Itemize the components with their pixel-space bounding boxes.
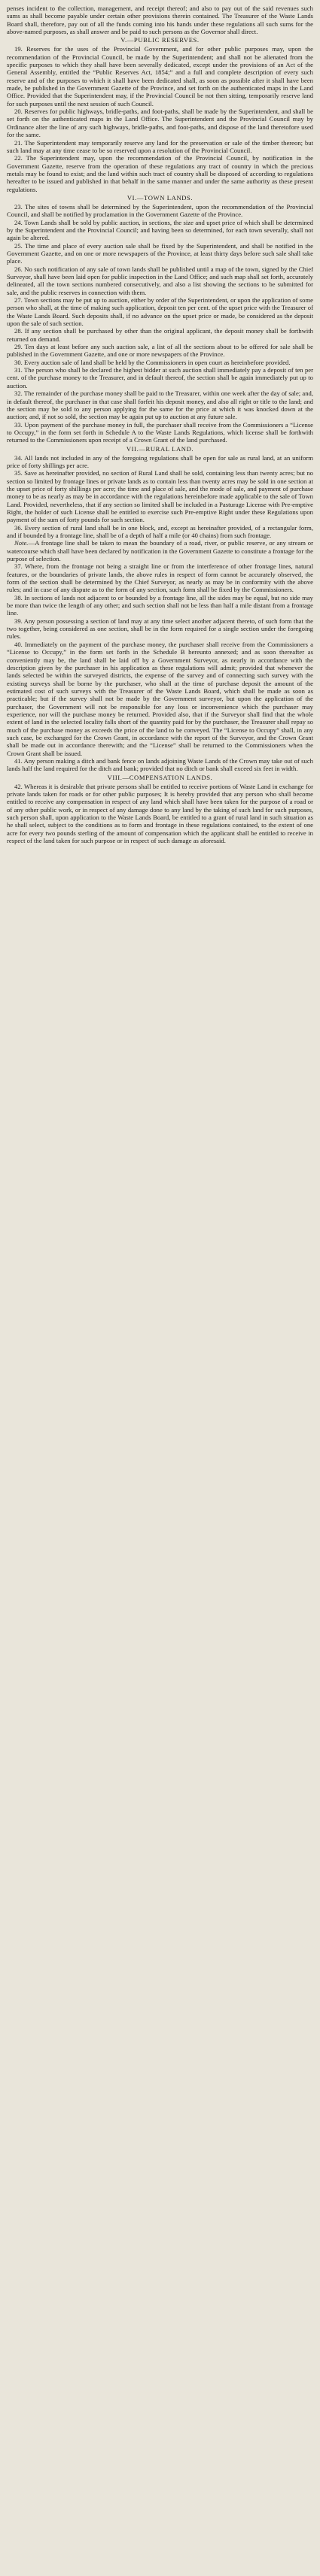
section-heading: VII.—RURAL LAND. bbox=[126, 444, 194, 453]
regulation-paragraph: 34. All lands not included in any of the foregoing regulations shall be open for sale as rural land, at an uniform price of forty shillings per acre. bbox=[7, 453, 313, 469]
regulation-paragraph: 42. Whereas it is desirable that private persons shall be entitled to receive portions of Waste Land in exchange for private lands taken for roads or for other public purposes; It is hereby provided that any person who shall become entitled to receive any compensation in respect of any land which shall have been taken for the purpose of a road or of any other public work, or in respect of any damage done to any land by the taking of such land for such purposes, such person shall, upon application to the Waste Lands Board, be entitled to a grant of rural land in such situation as he shall select, subject to the conditions as to form and frontage in these regulations contained, to the extent of one acre for every two pounds sterling of the amount of compensation which the applicant shall be entitled to receive in respect of the land taken for such purpose or in respect of such damage as aforesaid. bbox=[7, 782, 313, 845]
regulation-paragraph: 25. The time and place of every auction sale shall be fixed by the Superintendent, and shall be notified in the Government Gazette, and on one or more newspapers of the Province, at least thirty days before such sale shall take place. bbox=[7, 241, 313, 265]
regulation-paragraph: 37. Where, from the frontage not being a straight line or from the interference of other frontage lines, natural features, or the boundaries of private lands, the above rules in respect of form cannot be accurately observed, the form of the section shall be determined by the Chief Surveyor, as nearly as may be in conformity with the above rules; and in case of any dispute as to the form of any section, such form shall be fixed by the Commissioners. bbox=[7, 562, 313, 594]
regulation-paragraph: 24. Town Lands shall be sold by public auction, in sections, the size and upset price of which shall be determined by the Superintendent and the Provincial Council; and having been so determined, for each town severally, shall not again be altered. bbox=[7, 218, 313, 242]
regulation-paragraph: 20. Reserves for public highways, bridle-paths, and foot-paths, shall be made by the Superintendent, and shall be set forth on the authenticated maps in the Land Office. The Superintendent and the Provincial Council may by Ordinance alter the line of any such highways, bridle-paths, and foot-paths, and dispose of the land theretofore used for the same. bbox=[7, 108, 313, 139]
regulation-paragraph: 33. Upon payment of the purchase money in full, the purchaser shall receive from the Commissioners a “License to Occupy,” in the form set forth in Schedule A to the Waste Lands Regulations, which license shall be forthwith returned to the Commissioners upon receipt of a Crown Grant of the land purchased. bbox=[7, 420, 313, 444]
section-heading: VIII.—COMPENSATION LANDS. bbox=[107, 773, 213, 781]
section-heading: VI.—TOWN LANDS. bbox=[126, 193, 194, 202]
regulation-paragraph: 35. Save as hereinafter provided, no section of Rural Land shall be sold, containing less than twenty acres; but no section so limited by frontage lines or private lands as to contain less than twenty acres may be sold in one section at the upset price of forty shillings per acre; the time and place of sale, and the mode of sale, and payment of purchase money to be as nearly as may be in accordance with the regulations hereinbefore made applicable to the sale of Town Land. Provided, nevertheless, that if any section so limited shall be included in a Pasturage License with Pre-emptive Right, the holder of such License shall be entitled to exercise such Pre-emptive Right under these Regulations upon payment of the sum of forty pounds for such section. bbox=[7, 469, 313, 524]
regulation-paragraph bbox=[7, 539, 313, 562]
regulation-paragraph: 41. Any person making a ditch and bank fence on lands adjoining Waste Lands of the Crown may take out of such lands half the land required for the ditch and bank; provided that no ditch or bank shall exceed six feet in width. bbox=[7, 756, 313, 773]
regulation-paragraph: 31. The person who shall be declared the highest bidder at such auction shall immediately pay a deposit of ten per cent. of the purchase money to the Treasurer, and in default thereof, the section shall be again immediately put up to auction. bbox=[7, 366, 313, 389]
note-label: Note. bbox=[14, 539, 29, 547]
regulation-paragraph: 19. Reserves for the uses of the Provincial Government, and for other public purposes may, upon the recommendation of the Provincial Council, be made by the Superintendent; and shall not be alienated from the specific purposes to which they shall have been severally dedicated, except under the provisions of an Act of the General Assembly, entitled the “Public Reserves Act, 1854;” and a full and complete description of every such reserve and of the purposes to which it shall have been dedicated shall, as soon as possible after it shall have been made, be published in the Government Gazette of the Province, and set forth on the authenticated maps in the Land Office. Provided that the Superintendent may, if the Provincial Council be not then sitting, temporarily reserve land for such purposes until the next session of such Council. bbox=[7, 45, 313, 108]
regulation-paragraph: 28. If any section shall be purchased by other than the original applicant, the deposit money shall be forthwith returned on demand. bbox=[7, 327, 313, 343]
regulation-paragraph: 40. Immediately on the payment of the purchase money, the purchaser shall receive from the Commissioners a “License to Occupy,” in the form set forth in the Schedule B hereunto annexed; and as soon thereafter as conveniently may be, the land shall be laid off by a Government Surveyor, as nearly in accordance with the description given by the purchaser in his application as these regulations will admit; provided that whenever the lands selected be within the surveyed districts, the expense of the survey and of connecting such survey with the existing surveys shall be borne by the purchaser, who shall at the time of purchase deposit the amount of the estimated cost of such surveys with the Treasurer of the Waste Lands Board, which shall be made as soon as practicable; but if the survey shall not be made by the Government surveyor, but upon the application of the purchaser, the Government will not be responsible for any loss or inconvenience which the purchaser may experience, nor will the purchase money be returned. Provided also, that if the Surveyor shall find that the whole extent of land in the selected locality falls short of the quantity paid for by the purchaser, the Treasurer shall repay so much of the purchase money as exceeds the price of the land to be conveyed. The “License to Occupy” shall, in any such case, be exchanged for the Crown Grant, in accordance with the report of the Surveyor, and the Crown Grant shall be made out in accordance therewith; and the “License” shall be returned to the Commissioners when the Crown Grant shall be issued. bbox=[7, 640, 313, 757]
section-heading: V.—PUBLIC RESERVES. bbox=[120, 36, 200, 44]
regulation-paragraph: 23. The sites of towns shall be determined by the Superintendent, upon the recommendation of the Provincial Council, and shall be notified by proclamation in the Government Gazette of the Province. bbox=[7, 202, 313, 219]
regulation-paragraph: 27. Town sections may be put up to auction, either by order of the Superintendent, or upon the application of some person who shall, at the time of making such application, deposit ten per cent. of the upset price with the Treasurer of the Waste Lands Board. Such deposits shall, if no advance on the upset price or made, be considered as the deposit upon the sale of such section. bbox=[7, 296, 313, 328]
regulation-paragraph: 21. The Superintendent may temporarily reserve any land for the preservation or sale of the timber thereon; but such land may at any time cease to be so reserved upon a resolution of the Provincial Council. bbox=[7, 138, 313, 154]
regulation-paragraph: 22. The Superintendent may, upon the recommendation of the Provincial Council, by notification in the Government Gazette, reserve from the operation of these regulations any tract of country in which the precious metals may be found to exist; and the land within such tract of country shall be disposed of according to regulations hereafter to be issued and published in that behalf in the same manner and under the same authority as these present regulations. bbox=[7, 154, 313, 193]
regulation-paragraph: penses incident to the collection, management, and receipt thereof; and also to pay out of the said revenues such sums as shall become payable under certain other provisions therein contained. The Treasurer of the Waste Lands Board shall, therefore, pay out of all the funds coming into his hands under these regulations all such sums for the above-named purposes, as shall answer and be paid to such persons as the Governor shall direct. bbox=[7, 5, 313, 36]
note-text: —A frontage line shall be taken to mean the boundary of a road, river, or public reserve, or any stream or watercourse which shall have been declared by notification in the Government Gazette to constitute a frontage for the purpose of selection. bbox=[7, 539, 313, 563]
regulation-paragraph: 29. Ten days at least before any such auction sale, a list of all the sections about to be offered for sale shall be published in the Government Gazette, and one or more newspapers of the Province. bbox=[7, 343, 313, 359]
regulation-paragraph: 32. The remainder of the purchase money shall be paid to the Treasurer, within one week after the day of sale; and, in default thereof, the purchaser in that case shall forfeit his deposit money, and also all right or title to the land; and the section may be sold to any person applying for the same for the price at which it was knocked down at the auction; and, if not so sold, the section may be again put up to auction at any future sale. bbox=[7, 389, 313, 421]
regulation-paragraph: 38. In sections of lands not adjacent to or bounded by a frontage line, all the sides may be equal, but no side may be more than twice the length of any other; and such section shall not be less than half a mile distant from a frontage line. bbox=[7, 593, 313, 617]
regulation-paragraph: 30. Every auction sale of land shall be held by the Commissioners in open court as hereinbefore provided. bbox=[14, 358, 291, 366]
regulation-paragraph: 36. Every section of rural land shall be in one block, and, except as hereinafter provided, of a rectangular form, and if bounded by a frontage line, shall be of a depth of half a mile (or 40 chains) from such frontage. bbox=[7, 523, 313, 539]
regulation-paragraph: 26. No such notification of any sale of town lands shall be published until a map of the town, signed by the Chief Surveyor, shall have been laid open for public inspection in the Land Office; and such map shall set forth, accurately delineated, all the town sections numbered consecutively, and also a list showing the sections to be submitted for sale, and the public reserves in connection with them. bbox=[7, 265, 313, 296]
regulation-paragraph: 39. Any person possessing a section of land may at any time select another adjacent thereto, of such form that the two together, being considered as one section, shall be in the form required for a single section under the foregoing rules. bbox=[7, 617, 313, 641]
